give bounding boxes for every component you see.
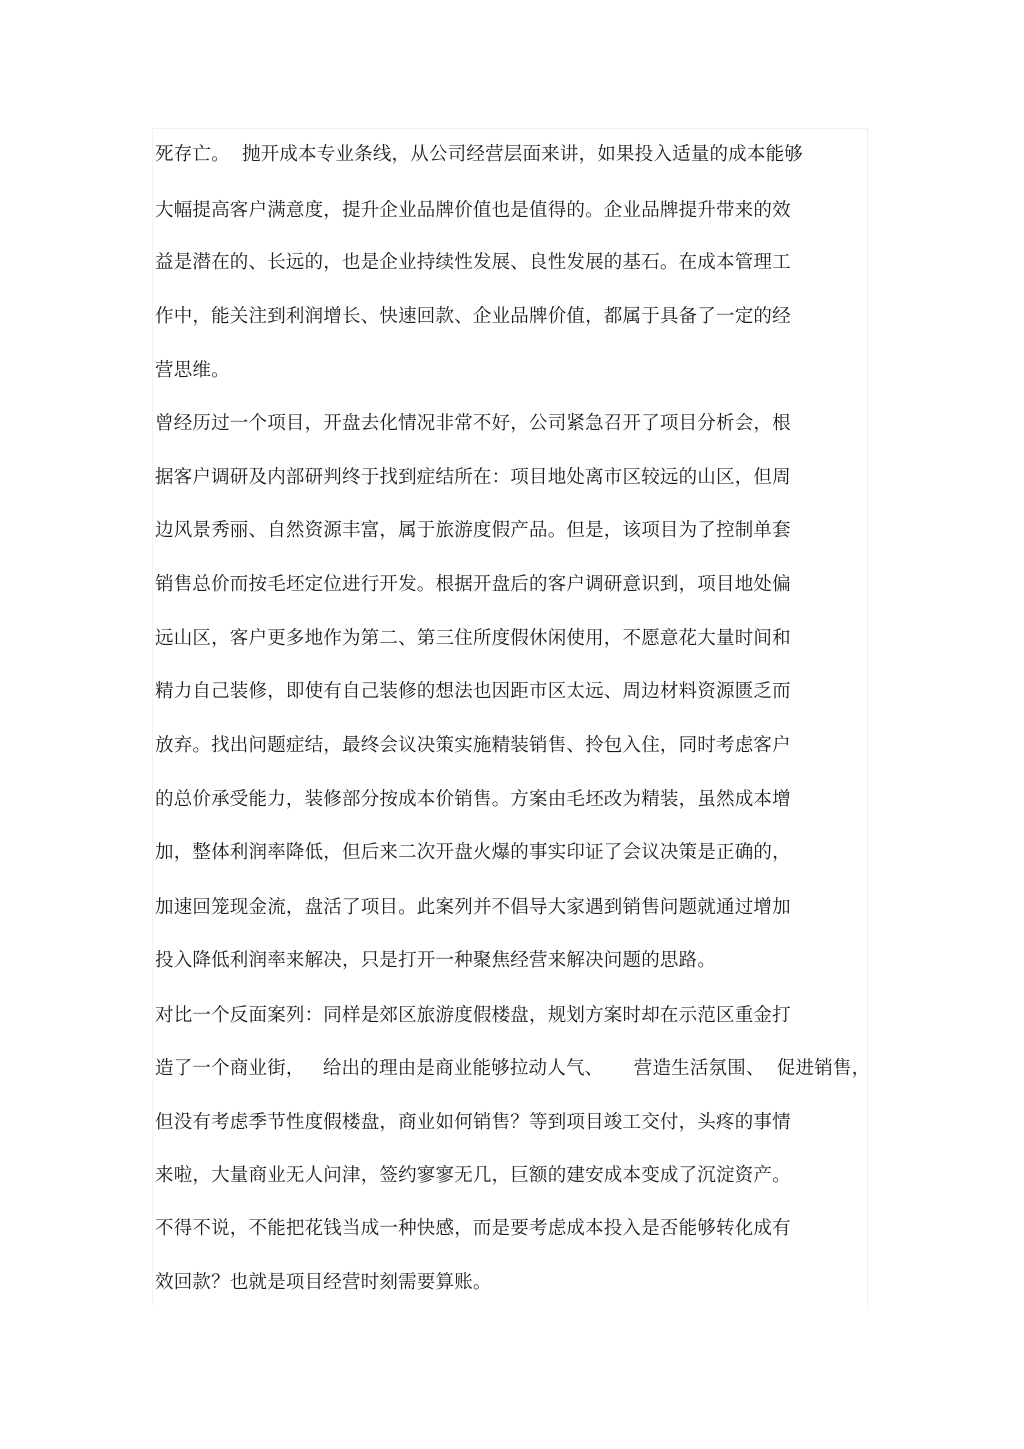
text-line: 加速回笼现金流，盘活了项目。此案列并不倡导大家遇到销售问题就通过增加 (155, 897, 791, 918)
text-line: 边风景秀丽、自然资源丰富，属于旅游度假产品。但是，该项目为了控制单套 (155, 520, 791, 541)
text-line: 作中，能关注到利润增长、快速回款、企业品牌价值，都属于具备了一定的经 (155, 306, 791, 327)
text-line: 远山区，客户更多地作为第二、第三住所度假休闲使用，不愿意花大量时间和 (155, 628, 791, 649)
text-line: 效回款？也就是项目经营时刻需要算账。 (155, 1272, 492, 1293)
text-line: 销售总价而按毛坯定位进行开发。根据开盘后的客户调研意识到，项目地处偏 (155, 574, 791, 595)
text-line: 放弃。找出问题症结，最终会议决策实施精装销售、拎包入住，同时考虑客户 (155, 735, 791, 756)
text-line: 益是潜在的、长远的，也是企业持续性发展、良性发展的基石。在成本管理工 (155, 252, 791, 273)
text-line: 营思维。 (155, 360, 230, 381)
text-line: 死存亡。 抛开成本专业条线，从公司经营层面来讲，如果投入适量的成本能够 (155, 144, 803, 165)
text-line: 投入降低利润率来解决，只是打开一种聚焦经营来解决问题的思路。 (155, 950, 717, 971)
text-line: 的总价承受能力，装修部分按成本价销售。方案由毛坯改为精装，虽然成本增 (155, 789, 791, 810)
text-line: 对比一个反面案列：同样是郊区旅游度假楼盘，规划方案时却在示范区重金打 (155, 1005, 791, 1026)
text-line: 精力自己装修，即使有自己装修的想法也因距市区太远、周边材料资源匮乏而 (155, 681, 791, 702)
text-line: 曾经历过一个项目，开盘去化情况非常不好，公司紧急召开了项目分析会，根 (155, 413, 791, 434)
text-line: 造了一个商业街， 给出的理由是商业能够拉动人气、 营造生活氛围、 促进销售， (155, 1058, 871, 1079)
text-line: 大幅提高客户满意度，提升企业品牌价值也是值得的。企业品牌提升带来的效 (155, 200, 791, 221)
text-line: 不得不说，不能把花钱当成一种快感，而是要考虑成本投入是否能够转化成有 (155, 1218, 791, 1239)
text-line: 但没有考虑季节性度假楼盘，商业如何销售？等到项目竣工交付，头疼的事情 (155, 1112, 791, 1133)
text-line: 来啦，大量商业无人问津，签约寥寥无几，巨额的建安成本变成了沉淀资产。 (155, 1165, 791, 1186)
text-line: 加，整体利润率降低，但后来二次开盘火爆的事实印证了会议决策是正确的， (155, 842, 791, 863)
text-line: 据客户调研及内部研判终于找到症结所在：项目地处离市区较远的山区，但周 (155, 467, 791, 488)
